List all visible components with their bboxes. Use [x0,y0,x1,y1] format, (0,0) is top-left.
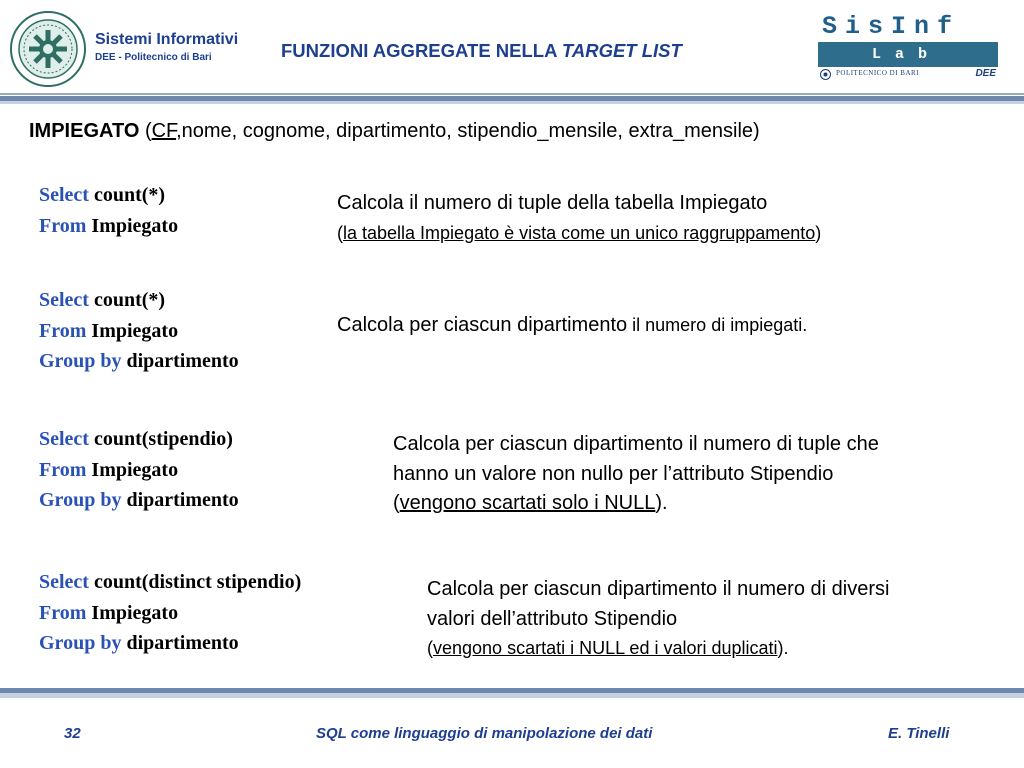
poliba-mini-icon [820,69,831,80]
desc-note-line: (vengono scartati i NULL ed i valori duplicati). [427,638,789,658]
desc-line: Calcola per ciascun dipartimento [337,314,628,336]
logo-dee-text: DEE [975,68,996,79]
university-seal-icon [9,10,87,88]
desc-line: Calcola per ciascun dipartimento il numero di diversi [427,578,890,600]
sisinf-lab-logo [818,12,998,84]
desc-line: Calcola per ciascun dipartimento il numero di tuple che [393,433,879,455]
schema-attributes: ,nome, cognome, dipartimento, stipendio_mensile, extra_mensile) [176,120,760,142]
footer-divider [0,688,1024,698]
query-line-select: Select count(distinct stipendio) [39,571,302,593]
desc-note: la tabella Impiegato è vista come un unico raggruppamento [343,222,816,243]
query-line-select: Select count(stipendio) [39,428,233,450]
org-subtitle: DEE - Politecnico di Bari [95,52,212,63]
slide-title [281,40,682,62]
query-block-1 [39,180,178,241]
logo-bar-text: Lab [818,42,998,67]
desc-note: vengono scartati i NULL ed i valori duplicati [433,638,778,658]
desc-note-line: (la tabella Impiegato è vista come un unico raggruppamento) [337,222,822,243]
query-line-group: Group by dipartimento [39,632,239,654]
title-main: FUNZIONI AGGREGATE NELLA [281,40,562,61]
query-line-from: From Impiegato [39,214,179,237]
desc-line: hanno un valore non nullo per l’attributo Stipendio [393,462,834,485]
schema-open: ( [139,120,152,142]
org-name: Sistemi Informativi [95,31,239,48]
query-block-4 [39,567,301,659]
query-line-select: Select count(*) [39,184,166,206]
logo-top-text: SisInf [822,12,961,41]
query-line-from: From Impiegato [39,319,179,342]
query-description-4 [427,575,889,664]
title-italic: TARGET LIST [561,40,682,61]
desc-note-line: (vengono scartati solo i NULL). [393,492,668,514]
query-line-select: Select count(*) [39,289,166,311]
schema-table: IMPIEGATO [29,120,140,142]
logo-footer [818,69,998,83]
query-block-2 [39,285,239,377]
query-description-2 [337,311,807,341]
schema-key: CF [151,120,177,142]
query-block-3 [39,424,239,516]
author-name: E. Tinelli [888,725,950,742]
schema-definition [29,120,760,143]
desc-note: vengono scartati solo i NULL [399,492,656,514]
header-divider [0,93,1024,104]
query-line-from: From Impiegato [39,458,179,481]
query-description-3 [393,430,879,519]
query-line-from: From Impiegato [39,601,179,624]
page-number: 32 [64,725,81,742]
desc-line: Calcola il numero di tuple della tabella Impiegato [337,192,768,214]
query-description-1 [337,189,821,248]
query-line-group: Group by dipartimento [39,350,239,372]
query-line-group: Group by dipartimento [39,489,239,511]
course-title: SQL come linguaggio di manipolazione dei dati [316,725,653,742]
logo-poli-text: POLITECNICO DI BARI [836,69,919,77]
desc-line-end: il numero di impiegati. [627,315,808,335]
desc-line: valori dell’attributo Stipendio [427,607,678,630]
